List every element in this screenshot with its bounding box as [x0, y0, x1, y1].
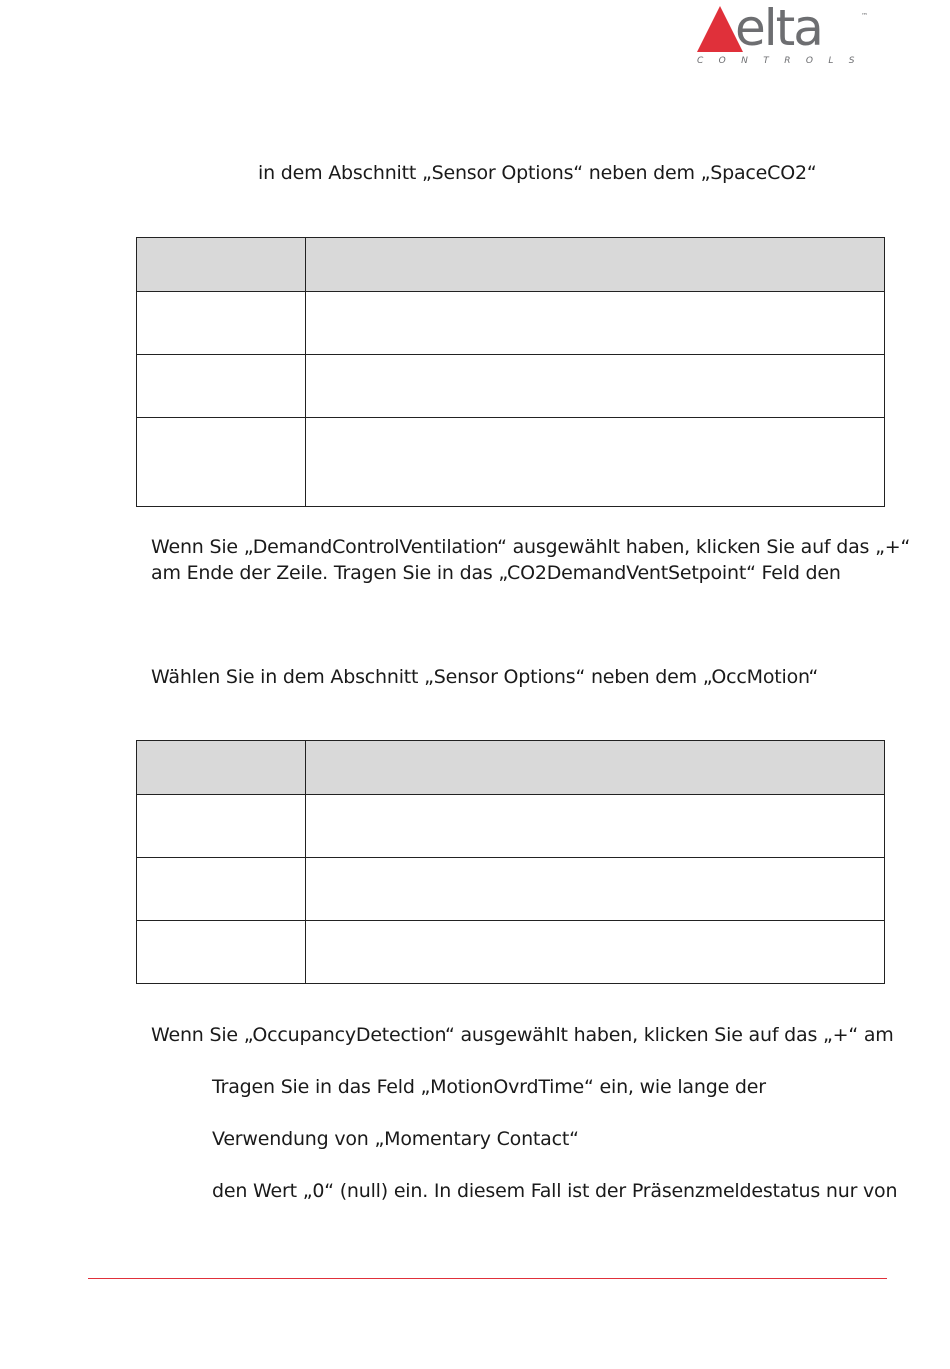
paragraph-demand-vent-line1: Wenn Sie „DemandControlVentilation“ ausgewählt haben, klicken Sie auf das „+“ [151, 536, 911, 558]
table-cell [137, 355, 306, 418]
table-cell [306, 355, 885, 418]
paragraph-occ-motion: Wählen Sie in dem Abschnitt „Sensor Options“ neben dem „OccMotion“ [151, 666, 819, 688]
table-cell [137, 795, 306, 858]
table-header-row [137, 741, 885, 795]
logo-wordmark: elta [735, 0, 822, 57]
paragraph-sensor-co2: in dem Abschnitt „Sensor Options“ neben dem „SpaceCO2“ [258, 162, 817, 184]
table-row [137, 292, 885, 355]
table-cell [137, 858, 306, 921]
table-row [137, 795, 885, 858]
table-header-cell [137, 238, 306, 292]
table-header-row [137, 238, 885, 292]
delta-controls-logo [695, 0, 875, 70]
table-row [137, 418, 885, 507]
table-row [137, 355, 885, 418]
table-cell [137, 418, 306, 507]
table-cell [306, 858, 885, 921]
paragraph-zero-value: den Wert „0“ (null) ein. In diesem Fall ist der Präsenzmeldestatus nur von [212, 1180, 898, 1202]
table-cell [306, 921, 885, 984]
footer-rule [88, 1278, 887, 1279]
table-header-cell [137, 741, 306, 795]
table-co2-options [136, 237, 885, 507]
table-row [137, 858, 885, 921]
paragraph-occupancy-detection: Wenn Sie „OccupancyDetection“ ausgewählt haben, klicken Sie auf das „+“ am [151, 1024, 894, 1046]
table-row [137, 921, 885, 984]
table-cell [306, 795, 885, 858]
logo-trademark: ™ [861, 12, 868, 20]
paragraph-momentary-contact: Verwendung von „Momentary Contact“ [212, 1128, 579, 1150]
table-header-cell [306, 238, 885, 292]
logo-subtitle: CONTROLS [697, 56, 870, 66]
table-cell [137, 921, 306, 984]
paragraph-motion-ovrd-time: Tragen Sie in das Feld „MotionOvrdTime“ ein, wie lange der [212, 1076, 766, 1098]
table-cell [306, 418, 885, 507]
table-cell [137, 292, 306, 355]
paragraph-demand-vent-line2: am Ende der Zeile. Tragen Sie in das „CO2DemandVentSetpoint“ Feld den [151, 562, 841, 584]
table-cell [306, 292, 885, 355]
table-occupancy-options [136, 740, 885, 984]
table-header-cell [306, 741, 885, 795]
